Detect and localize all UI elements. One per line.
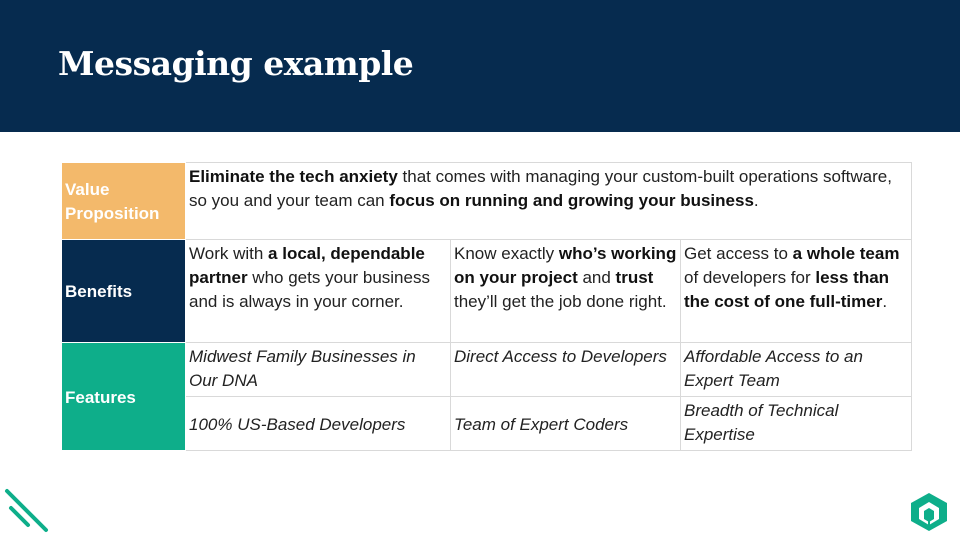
slide-title: Messaging example — [58, 44, 414, 83]
body-text: who gets your business and is always in your corner. — [189, 268, 430, 311]
hexagon-logo-icon — [908, 492, 950, 532]
emphasis-text: a whole team — [792, 244, 900, 263]
emphasis-text: Eliminate the tech anxiety — [189, 167, 398, 186]
body-text: Work with — [189, 244, 269, 263]
benefit-cell-1 — [186, 240, 451, 343]
benefits-row — [62, 240, 912, 343]
body-text: they’ll get the job done right. — [454, 292, 667, 311]
emphasis-text: who’s working on your project — [454, 244, 677, 287]
feature-cell: Affordable Access to an Expert Team — [681, 343, 912, 397]
emphasis-text: focus on running and growing your business — [389, 191, 754, 210]
benefit-cell-3 — [681, 240, 912, 343]
body-text: . — [753, 191, 759, 210]
features-row — [62, 397, 912, 451]
body-text: that comes with managing your custom-built operations software, so you and your team can — [189, 167, 892, 210]
title-bar — [0, 0, 960, 132]
emphasis-text: less than the cost of one full-timer — [684, 268, 890, 311]
benefits-label: Benefits — [62, 240, 186, 343]
features-row — [62, 343, 912, 397]
diagonal-lines-logo-icon — [0, 486, 52, 540]
feature-cell: Direct Access to Developers — [451, 343, 681, 397]
value-proposition-text — [186, 163, 912, 240]
features-label: Features — [62, 343, 186, 451]
value-proposition-row — [62, 163, 912, 240]
emphasis-text: a local, dependable partner — [189, 244, 425, 287]
feature-cell: 100% US-Based Developers — [186, 397, 451, 451]
body-text: and — [577, 268, 616, 287]
body-text: Get access to — [684, 244, 793, 263]
emphasis-text: trust — [615, 268, 654, 287]
body-text: . — [882, 292, 888, 311]
feature-cell: Midwest Family Businesses in Our DNA — [186, 343, 451, 397]
messaging-table — [61, 162, 912, 451]
feature-cell: Team of Expert Coders — [451, 397, 681, 451]
value-proposition-label: Value Proposition — [62, 163, 186, 240]
feature-cell: Breadth of Technical Expertise — [681, 397, 912, 451]
benefit-cell-2 — [451, 240, 681, 343]
body-text: of developers for — [684, 268, 816, 287]
body-text: Know exactly — [454, 244, 559, 263]
